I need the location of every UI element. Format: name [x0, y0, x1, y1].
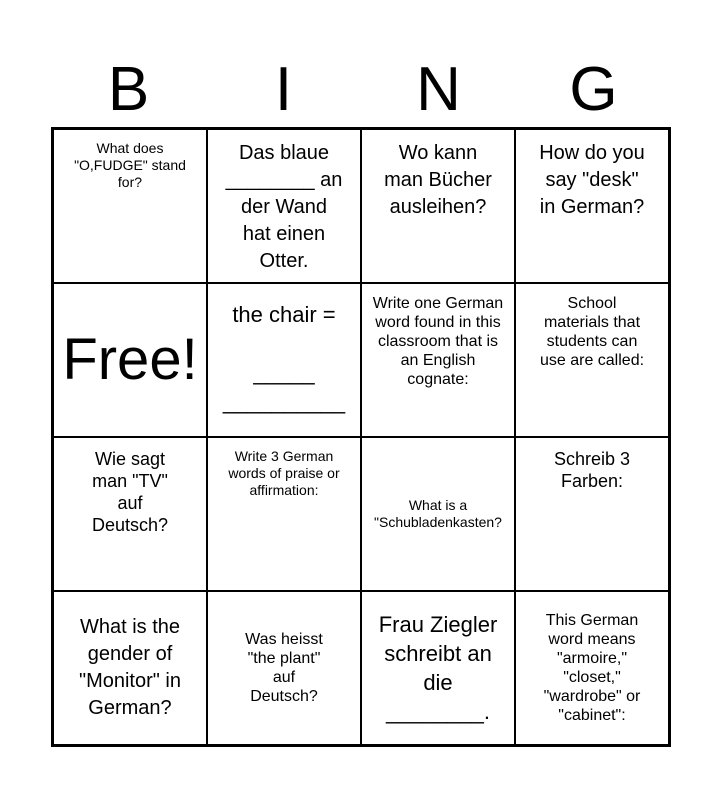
bingo-cell[interactable] — [361, 129, 515, 283]
cell-text: Wie sagt man "TV" auf Deutsch? — [91, 449, 169, 535]
bingo-cell-free[interactable] — [53, 283, 207, 437]
cell-text: Schreib 3 Farben: — [553, 449, 631, 491]
header-letter-g: G — [569, 55, 618, 124]
bingo-cell[interactable] — [207, 437, 361, 591]
bingo-cell[interactable] — [515, 283, 669, 437]
bingo-header — [51, 52, 671, 128]
cell-text: How do you say "desk" in German? — [539, 142, 645, 218]
cell-text: the chair = _____ __________ — [222, 302, 346, 414]
bingo-cell[interactable] — [207, 283, 361, 437]
cell-text: Write 3 German words of praise or affirmation: — [228, 448, 340, 498]
bingo-cell[interactable] — [361, 591, 515, 745]
cell-text: What is the gender of "Monitor" in German? — [78, 616, 181, 719]
header-letter-n: N — [416, 55, 461, 124]
cell-text: What does "O,FUDGE" stand for? — [74, 140, 186, 190]
cell-text: What is a "Schubladenkasten? — [374, 497, 502, 530]
header-letter-i: I — [274, 55, 293, 124]
cell-text: Write one German word found in this classroom that is an English cognate: — [372, 295, 504, 388]
bingo-cell[interactable] — [515, 591, 669, 745]
cell-text: Was heisst "the plant" auf Deutsch? — [245, 631, 323, 705]
bingo-cell[interactable] — [53, 591, 207, 745]
cell-text: School materials that students can use are called: — [539, 295, 645, 369]
bingo-grid — [51, 127, 671, 747]
bingo-cell[interactable] — [361, 437, 515, 591]
header-letter-b: B — [107, 55, 150, 124]
free-space-label: Free! — [62, 327, 198, 392]
cell-text: This German word means "armoire," "closet," "wardrobe" or "cabinet": — [543, 612, 641, 724]
cell-text: Frau Ziegler schreibt an die ________. — [378, 612, 498, 724]
bingo-cell[interactable] — [53, 129, 207, 283]
bingo-cell[interactable] — [361, 283, 515, 437]
bingo-cell[interactable] — [515, 437, 669, 591]
cell-text: Wo kann man Bücher ausleihen? — [384, 142, 492, 218]
bingo-cell[interactable] — [53, 437, 207, 591]
cell-text: Das blaue ________ an der Wand hat einen Otter. — [225, 142, 343, 272]
bingo-cell[interactable] — [515, 129, 669, 283]
bingo-cell[interactable] — [207, 591, 361, 745]
bingo-cell[interactable] — [207, 129, 361, 283]
